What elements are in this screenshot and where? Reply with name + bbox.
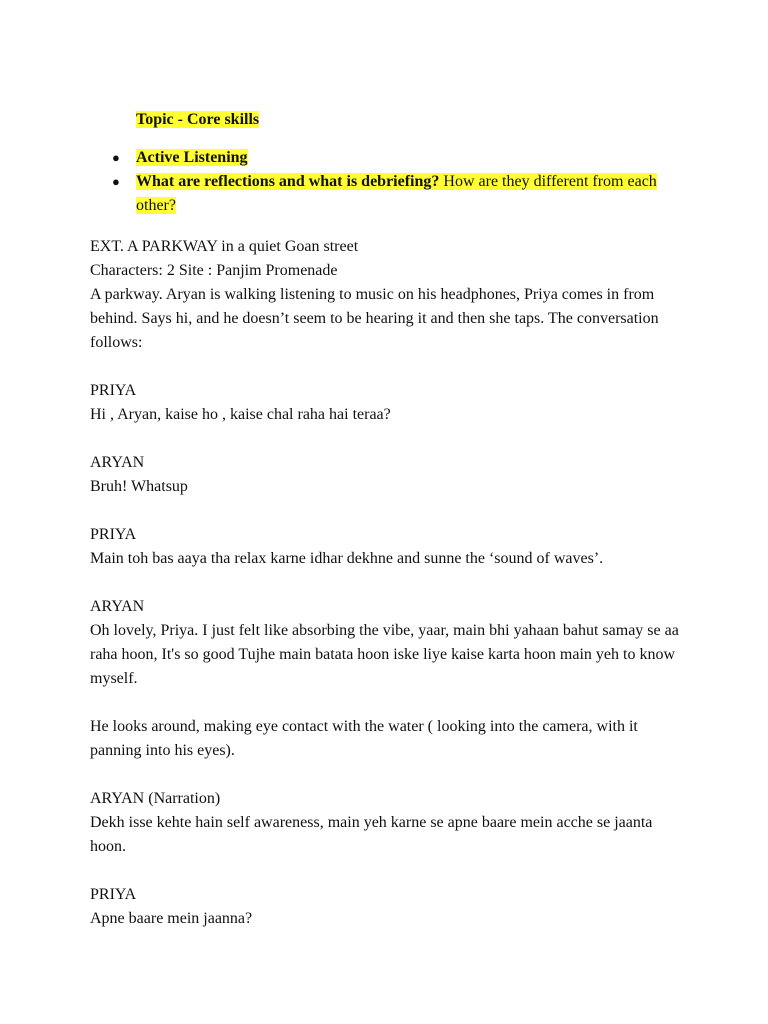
speaker-name: ARYAN bbox=[90, 454, 145, 471]
dialogue-line: Dekh isse kehte hain self awareness, main yeh karne se apne baare mein acche se jaanta hoon. bbox=[90, 814, 653, 855]
speaker-name: PRIYA bbox=[90, 526, 137, 543]
topic-bullet-list bbox=[112, 146, 682, 218]
speaker-name: PRIYA bbox=[90, 886, 137, 903]
bullet-item-reflections bbox=[112, 170, 682, 218]
script-body bbox=[90, 235, 690, 931]
action-paragraph: He looks around, making eye contact with the water ( looking into the camera, with it panning into his eyes). bbox=[90, 718, 638, 759]
bullet-dot-icon: ● bbox=[112, 150, 120, 165]
bullet-item-active-listening bbox=[112, 146, 682, 170]
dialogue-line: Hi , Aryan, kaise ho , kaise chal raha hai teraa? bbox=[90, 406, 391, 423]
action-paragraph: A parkway. Aryan is walking listening to music on his headphones, Priya comes in from behind. Says hi, and he doesn’t seem to be hearing it and then she taps. The conversation follows: bbox=[90, 286, 659, 351]
speaker-name: ARYAN bbox=[90, 598, 145, 615]
speaker-name: ARYAN (Narration) bbox=[90, 790, 221, 807]
bullet-text-bold: Active Listening bbox=[136, 149, 248, 166]
dialogue-line: Oh lovely, Priya. I just felt like absorbing the vibe, yaar, main bhi yahaan bahut samay se aa raha hoon, It's so good Tujhe main batata hoon iske liye kaise karta hoon main yeh to know myself. bbox=[90, 622, 679, 687]
characters-line: Characters: 2 Site : Panjim Promenade bbox=[90, 262, 338, 279]
dialogue-line: Bruh! Whatsup bbox=[90, 478, 188, 495]
dialogue-line: Apne baare mein jaanna? bbox=[90, 910, 253, 927]
bullet-text-bold: What are reflections and what is debriefing? bbox=[136, 173, 440, 190]
topic-heading bbox=[136, 109, 259, 131]
bullet-text-rest: How are they different from each other? bbox=[136, 173, 657, 214]
dialogue-line: Main toh bas aaya tha relax karne idhar dekhne and sunne the ‘sound of waves’. bbox=[90, 550, 604, 567]
speaker-name: PRIYA bbox=[90, 382, 137, 399]
bullet-dot-icon: ● bbox=[112, 174, 120, 189]
scene-heading: EXT. A PARKWAY in a quiet Goan street bbox=[90, 238, 359, 255]
topic-heading-text: Topic - Core skills bbox=[136, 111, 260, 128]
